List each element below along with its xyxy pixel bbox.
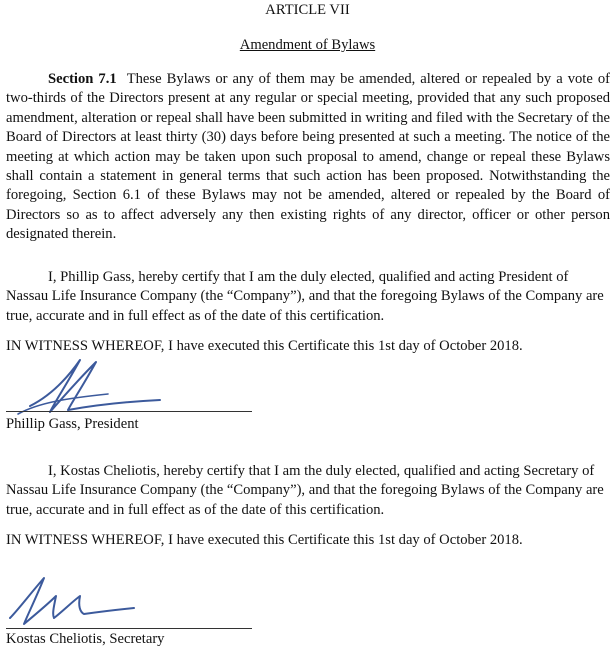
- article-subheading: Amendment of Bylaws: [239, 37, 376, 53]
- secretary-signatory: Kostas Cheliotis, Secretary: [6, 631, 165, 647]
- secretary-signature: [2, 570, 142, 632]
- article-heading: ARTICLE VII: [265, 2, 350, 18]
- president-witness-clause: IN WITNESS WHEREOF, I have executed this Certificate this 1st day of October 2018.: [6, 338, 523, 354]
- section-text: These Bylaws or any of them may be amended, altered or repealed by a vote of two-thirds of the Directors present at any regular or special meeting, provided that any such proposed amendment, alteration or repeal shall have been submitted in writing and filed with the Secretary of the Board of Directors at least thirty (30) days before being presented at such a meeting. The notice of the meeting at which action may be taken upon such proposal to amend, change or repeal these Bylaws shall contain a statement in general terms that such action has been proposed. Notwithstanding the foregoing, Section 6.1 of these Bylaws may not be amended, altered or repealed by the Board of Directors so as to affect adversely any then existing rights of any director, officer or other person designated therein.: [6, 71, 611, 243]
- section-label: Section 7.1: [48, 71, 117, 87]
- secretary-certification-statement: I, Kostas Cheliotis, hereby certify that I am the duly elected, qualified and acting Secretary of Nassau Life Insurance Company (the “Company”), and that the foregoing Bylaws of the Company are true, accurate and in full effect as of the date of this certification.: [6, 463, 604, 518]
- president-signatory: Phillip Gass, President: [6, 416, 139, 432]
- president-certification-statement: I, Phillip Gass, hereby certify that I am the duly elected, qualified and acting President of Nassau Life Insurance Company (the “Company”), and that the foregoing Bylaws of the Company are true, accurate and in full effect as of the date of this certification.: [6, 269, 604, 324]
- secretary-signature-line: [6, 628, 252, 629]
- secretary-witness-clause: IN WITNESS WHEREOF, I have executed this Certificate this 1st day of October 2018.: [6, 532, 523, 548]
- president-signature-line: [6, 411, 252, 412]
- section-7-1-paragraph: [6, 70, 610, 245]
